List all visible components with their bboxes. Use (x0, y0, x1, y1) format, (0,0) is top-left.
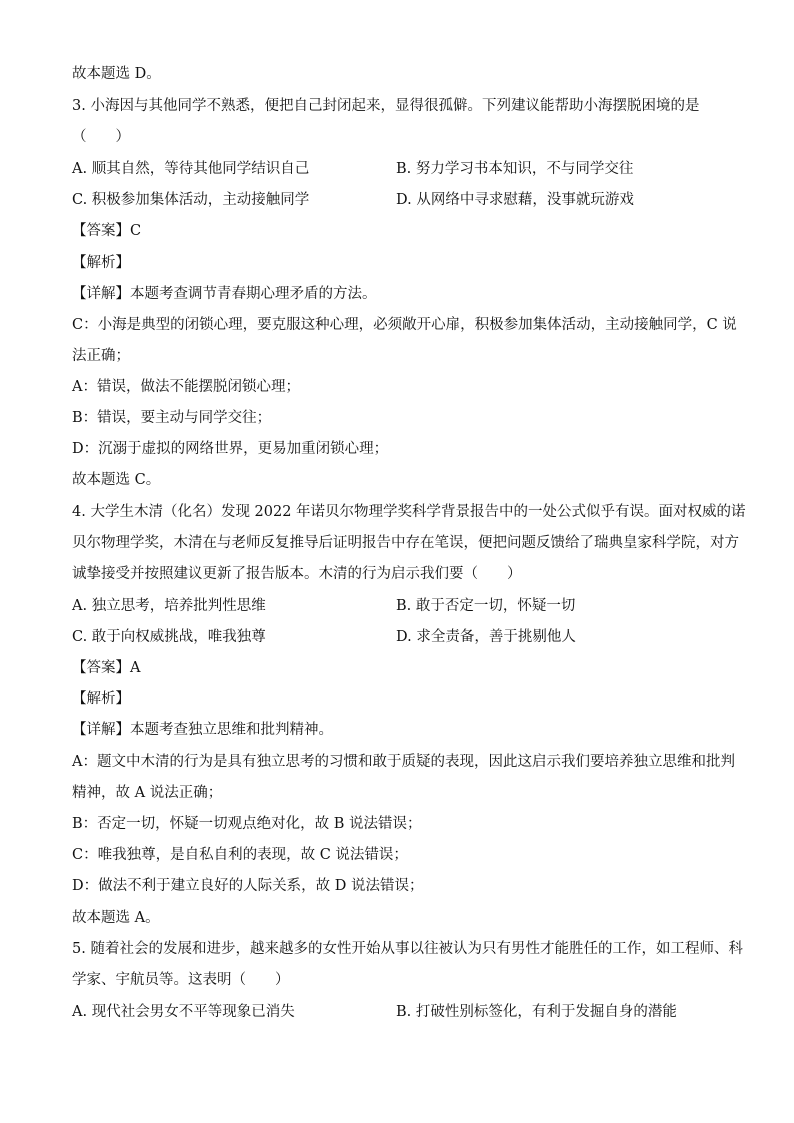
q4-conclusion: 故本题选 A。 (72, 910, 160, 926)
q4-option-d: D. 求全责备，善于挑剔他人 (396, 629, 576, 645)
q3-answer: 【答案】C (72, 223, 142, 239)
q5-stem-line1: 5. 随着社会的发展和进步，越来越多的女性开始从事以往被认为只有男性才能胜任的工作，如工程师、科 (72, 941, 743, 957)
q4-stem-line1: 4. 大学生木清（化名）发现 2022 年诺贝尔物理学奖科学背景报告中的一处公式似乎有误。面对权威的诺 (72, 504, 746, 520)
q4-answer: 【答案】A (72, 660, 141, 676)
q3-conclusion: 故本题选 C。 (72, 472, 161, 488)
q3-a-line: A：错误，做法不能摆脱闭锁心理； (72, 379, 300, 395)
prev-conclusion: 故本题选 D。 (72, 66, 161, 82)
q4-b-line: B：否定一切，怀疑一切观点绝对化，故 B 说法错误； (72, 816, 422, 832)
q4-option-b: B. 敢于否定一切，怀疑一切 (396, 598, 576, 614)
q4-c-line: C：唯我独尊，是自私自利的表现，故 C 说法错误； (72, 847, 408, 863)
q3-b-line: B：错误，要主动与同学交往； (72, 410, 272, 426)
q4-option-a: A. 独立思考，培养批判性思维 (72, 598, 266, 614)
q4-a-line2: 精神，故 A 说法正确； (72, 785, 223, 801)
q3-option-c: C. 积极参加集体活动，主动接触同学 (72, 192, 310, 208)
q4-option-c: C. 敢于向权威挑战，唯我独尊 (72, 629, 266, 645)
q5-stem-line2: 学家、宇航员等。这表明（ ） (72, 972, 290, 988)
q4-stem-line3: 诚挚接受并按照建议更新了报告版本。木清的行为启示我们要（ ） (72, 566, 522, 582)
q4-a-line1: A：题文中木清的行为是具有独立思考的习惯和敢于质疑的表现，因此这启示我们要培养独立思维和批判 (72, 754, 735, 770)
q3-c-line1: C：小海是典型的闭锁心理，要克服这种心理，必须敞开心扉，积极参加集体活动，主动接触同学，C 说 (72, 317, 737, 333)
q3-detail: 【详解】本题考查调节青春期心理矛盾的方法。 (72, 286, 377, 302)
q4-stem-line2: 贝尔物理学奖，木清在与老师反复推导后证明报告中存在笔误，便把问题反馈给了瑞典皇家科学院，对方 (72, 535, 739, 551)
q5-option-a: A. 现代社会男女不平等现象已消失 (72, 1004, 295, 1020)
q3-analysis-heading: 【解析】 (72, 255, 130, 271)
q3-option-a: A. 顺其自然，等待其他同学结识自己 (72, 161, 310, 177)
q3-d-line: D：沉溺于虚拟的网络世界，更易加重闭锁心理； (72, 441, 389, 457)
q5-option-b: B. 打破性别标签化，有利于发掘自身的潜能 (396, 1004, 677, 1020)
q3-c-line2: 法正确； (72, 348, 130, 364)
q3-option-d: D. 从网络中寻求慰藉，没事就玩游戏 (396, 192, 634, 208)
q3-option-b: B. 努力学习书本知识，不与同学交往 (396, 161, 634, 177)
q3-stem-line2: （ ） (72, 129, 130, 145)
q3-stem-line1: 3. 小海因与其他同学不熟悉，便把自己封闭起来，显得很孤僻。下列建议能帮助小海摆脱困境的是 (72, 98, 700, 114)
q4-analysis-heading: 【解析】 (72, 691, 130, 707)
q4-d-line: D：做法不利于建立良好的人际关系，故 D 说法错误； (72, 878, 424, 894)
q4-detail: 【详解】本题考查独立思维和批判精神。 (72, 722, 333, 738)
